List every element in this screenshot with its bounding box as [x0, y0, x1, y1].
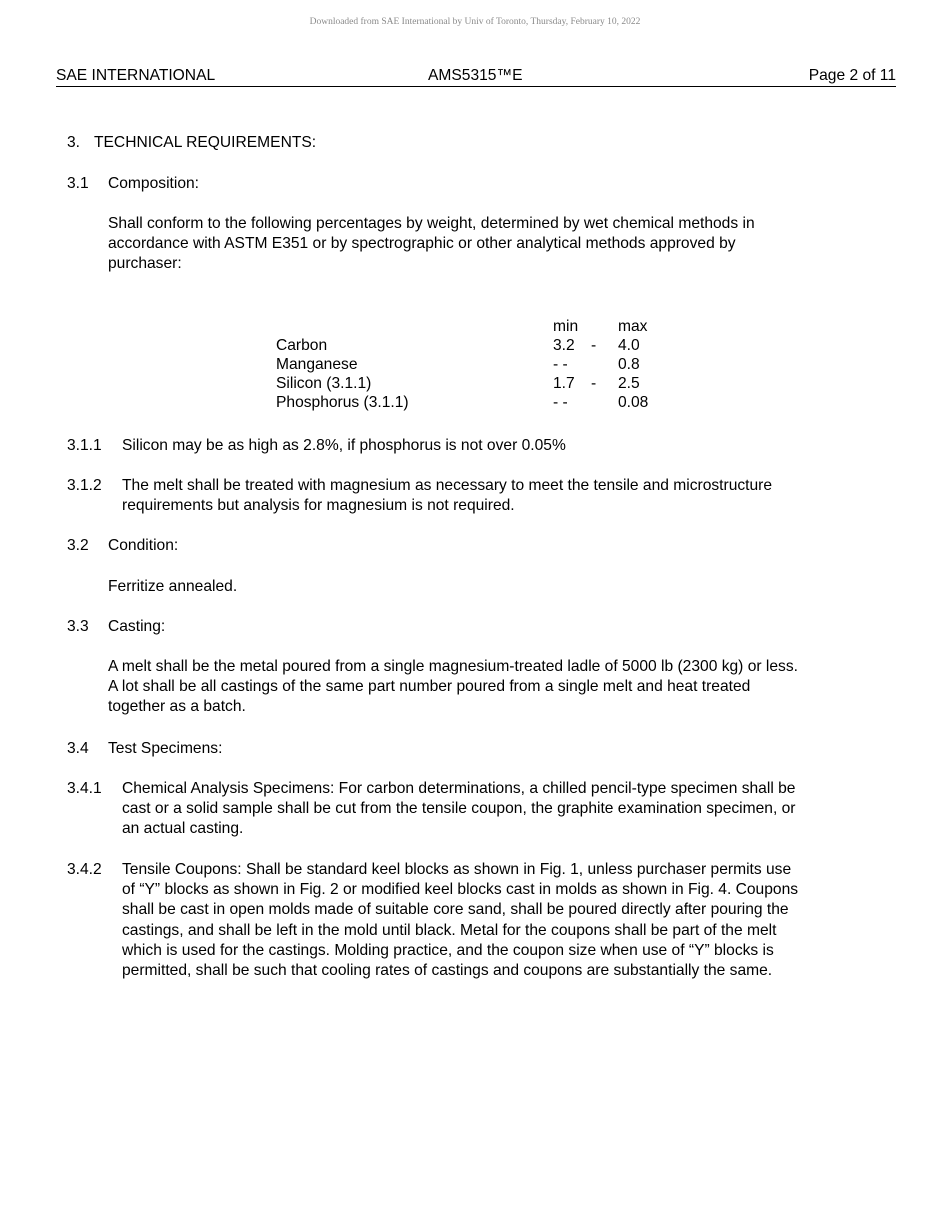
paragraph-line: purchaser: [108, 255, 182, 273]
paragraph-line: an actual casting. [122, 820, 244, 838]
section-number: 3.1.1 [67, 437, 102, 454]
composition-table [276, 317, 658, 412]
section-number: 3.1.2 [67, 477, 102, 494]
table-row [276, 355, 658, 374]
paragraph-line: Shall conform to the following percentages by weight, determined by wet chemical methods in [108, 215, 755, 232]
element-min: - - [553, 394, 568, 411]
paragraph-line: of “Y” blocks as shown in Fig. 2 or modified keel blocks cast in molds as shown in Fig. 4. Coupons [122, 881, 799, 899]
section-number: 3.3 [67, 618, 89, 635]
table-header-max: max [618, 318, 648, 335]
paragraph-line: together as a batch. [108, 698, 246, 716]
range-dash: - [591, 337, 597, 354]
section-number: 3.4 [67, 740, 89, 757]
table-header-spacer [591, 317, 618, 336]
table-header-min: min [553, 318, 579, 335]
element-min: 1.7 [553, 375, 575, 392]
element-name: Phosphorus (3.1.1) [276, 394, 409, 411]
section-3-1-body [108, 214, 755, 275]
header-doc-number: AMS5315™E [428, 67, 523, 84]
element-name: Carbon [276, 337, 328, 354]
paragraph-line: castings, and shall be left in the mold until black. Metal for the coupons shall be part of the melt [122, 921, 777, 939]
table-row [276, 374, 658, 393]
section-title: Composition: [108, 175, 200, 192]
paragraph-line: permitted, shall be such that cooling rates of castings and coupons are substantially the same. [122, 962, 773, 980]
section-3-2-body: Ferritize annealed. [108, 578, 238, 595]
paragraph-line: A lot shall be all castings of the same part number poured from a single melt and heat treated [108, 678, 751, 696]
paragraph-line: cast or a solid sample shall be cut from the tensile coupon, the graphite examination specimen, or [122, 800, 796, 818]
section-body [122, 476, 772, 516]
section-title: TECHNICAL REQUIREMENTS: [94, 134, 317, 151]
element-max: 0.08 [618, 394, 649, 411]
range-dash [591, 355, 618, 374]
paragraph-line: Tensile Coupons: Shall be standard keel blocks as shown in Fig. 1, unless purchaser permits use [122, 861, 792, 878]
paragraph-line: requirements but analysis for magnesium is not required. [122, 497, 515, 515]
range-dash [591, 393, 618, 412]
element-max: 0.8 [618, 356, 640, 373]
header-org: SAE INTERNATIONAL [56, 67, 216, 84]
paragraph-line: Chemical Analysis Specimens: For carbon determinations, a chilled pencil-type specimen shall be [122, 780, 796, 797]
range-dash: - [591, 375, 597, 392]
section-number: 3.4.2 [67, 861, 102, 878]
table-row [276, 393, 658, 412]
section-body [122, 779, 796, 840]
element-max: 4.0 [618, 337, 640, 354]
paragraph-line: which is used for the castings. Molding practice, and the coupon size when use of “Y” blocks is [122, 941, 774, 959]
page-header [56, 66, 896, 87]
paragraph-line: Silicon may be as high as 2.8%, if phosphorus is not over 0.05% [122, 437, 566, 454]
header-page-number: Page 2 of 11 [808, 67, 896, 84]
section-number: 3. [67, 134, 81, 151]
element-name: Manganese [276, 356, 358, 373]
paragraph-line: The melt shall be treated with magnesium as necessary to meet the tensile and microstructure [122, 477, 773, 494]
section-body [122, 860, 798, 981]
paragraph-line: A melt shall be the metal poured from a single magnesium-treated ladle of 5000 lb (2300 kg) or less. [108, 658, 798, 675]
section-title: Test Specimens: [108, 740, 223, 757]
paragraph-line: shall be cast in open molds made of suitable core sand, shall be poured directly after pouring the [122, 901, 789, 919]
section-number: 3.4.1 [67, 780, 102, 797]
section-title: Casting: [108, 618, 166, 635]
element-name: Silicon (3.1.1) [276, 375, 372, 392]
table-header-element [276, 317, 553, 336]
table-row [276, 336, 658, 355]
section-number: 3.1 [67, 175, 89, 192]
download-watermark: Downloaded from SAE International by Univ of Toronto, Thursday, February 10, 2022 [309, 17, 641, 27]
section-number: 3.2 [67, 537, 89, 554]
element-max: 2.5 [618, 375, 640, 392]
element-min: - - [553, 356, 568, 373]
section-title: Condition: [108, 537, 179, 554]
table-header-row [276, 317, 658, 336]
section-3-3-body [108, 657, 798, 718]
element-min: 3.2 [553, 337, 575, 354]
paragraph-line: accordance with ASTM E351 or by spectrographic or other analytical methods approved by [108, 235, 736, 253]
